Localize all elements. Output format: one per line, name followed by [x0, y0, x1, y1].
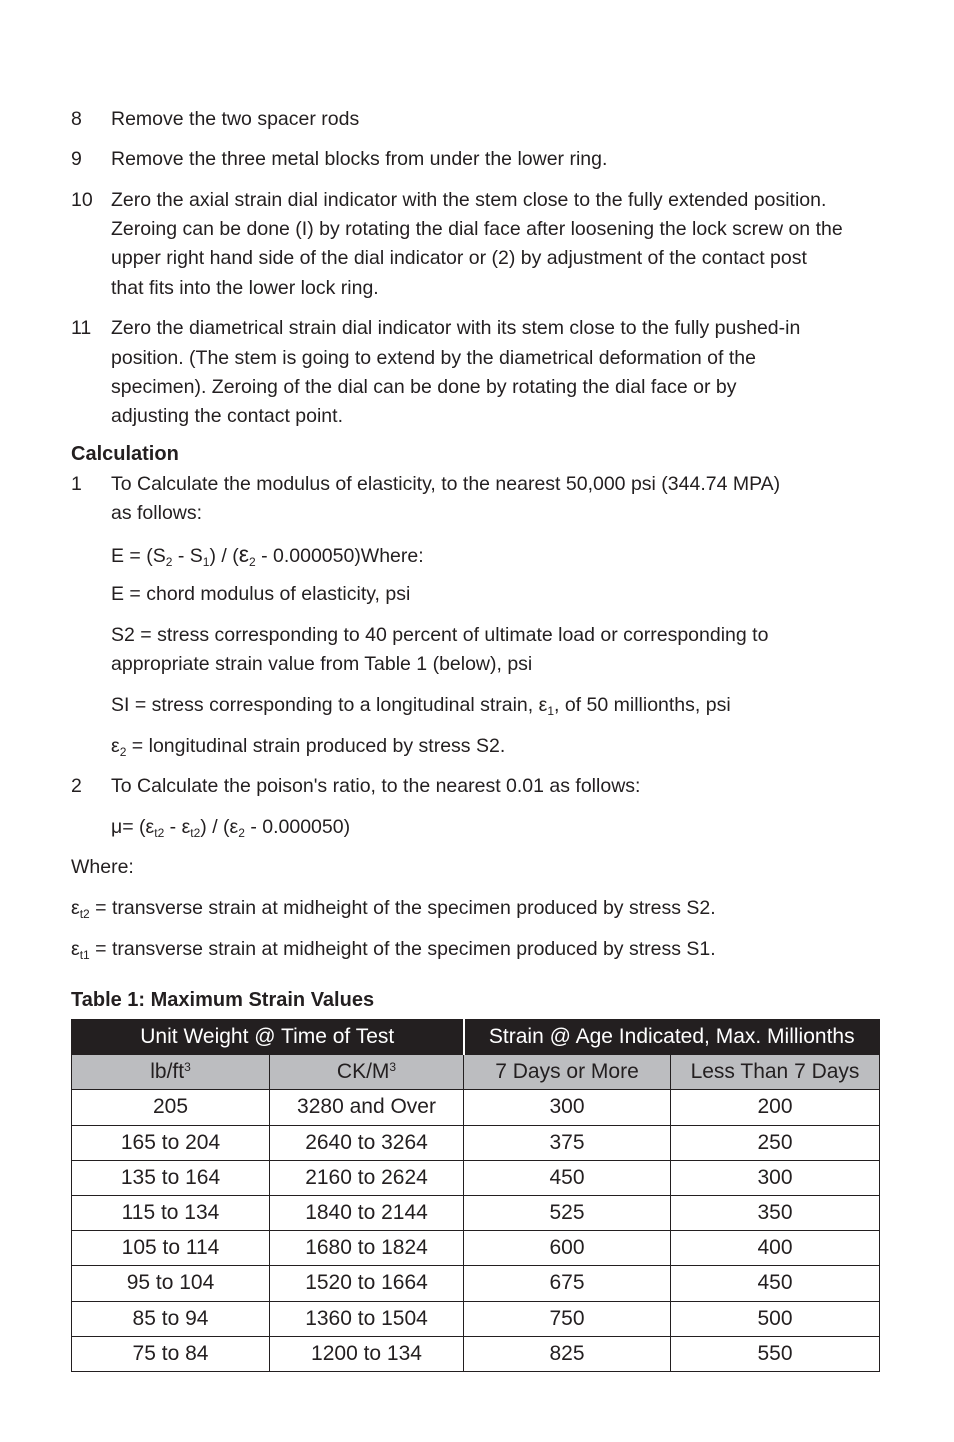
step-text: position. (The stem is going to extend by the diametrical deformation of the	[111, 347, 756, 369]
calc-item-text: To Calculate the modulus of elasticity, to the nearest 50,000 psi (344.74 MPA)	[111, 473, 781, 495]
table-cell: 750	[464, 1301, 671, 1336]
table-cell: 375	[464, 1125, 671, 1160]
step-text: Remove the two spacer rods	[111, 108, 360, 130]
table-cell: 525	[464, 1195, 671, 1230]
table-cell: 135 to 164	[72, 1160, 270, 1195]
table-group-header-row	[72, 1020, 880, 1055]
table-cell: 600	[464, 1231, 671, 1266]
table-cell: 1360 to 1504	[270, 1301, 464, 1336]
group-header-strain: Strain @ Age Indicated, Max. Millionths	[464, 1020, 880, 1055]
table-cell: 85 to 94	[72, 1301, 270, 1336]
table-row	[72, 1301, 880, 1336]
table-cell: 200	[671, 1090, 880, 1125]
calc-item-number: 1	[71, 473, 82, 495]
table-cell: 1680 to 1824	[270, 1231, 464, 1266]
poisson-formula: $\mu= (\varepsilon_{t2} - \varepsilon_{t2}) / (\varepsilon_2 - 0.000050)$	[111, 816, 351, 840]
table-row	[72, 1125, 880, 1160]
table-cell: 550	[671, 1336, 880, 1371]
table-cell: 400	[671, 1231, 880, 1266]
calc-item-text: To Calculate the poison's ratio, to the nearest 0.01 as follows:	[111, 775, 641, 797]
table-title: Table 1: Maximum Strain Values	[71, 989, 375, 1011]
step-text: adjusting the contact point.	[111, 405, 343, 427]
table-cell: 2640 to 3264	[270, 1125, 464, 1160]
table-cell: 205	[72, 1090, 270, 1125]
step-text: Remove the three metal blocks from under the lower ring.	[111, 148, 608, 170]
table-cell: 2160 to 2624	[270, 1160, 464, 1195]
table-sub-header-row	[72, 1055, 880, 1090]
table-row	[72, 1160, 880, 1195]
definition-s2: S2 = stress corresponding to 40 percent of ultimate load or corresponding to	[111, 624, 769, 646]
table-cell: 500	[671, 1301, 880, 1336]
step-text: specimen). Zeroing of the dial can be done by rotating the dial face or by	[111, 376, 737, 398]
step-text: that fits into the lower lock ring.	[111, 277, 379, 299]
column-header: 7 Days or More	[464, 1055, 671, 1090]
table-cell: 350	[671, 1195, 880, 1230]
calc-item-text: as follows:	[111, 502, 203, 524]
table-cell: 1520 to 1664	[270, 1266, 464, 1301]
step-text: Zero the axial strain dial indicator with the stem close to the fully extended position.	[111, 189, 827, 211]
table-cell: 105 to 114	[72, 1231, 270, 1266]
table-cell: 1840 to 2144	[270, 1195, 464, 1230]
where-label: Where:	[71, 856, 134, 878]
step-text: Zero the diametrical strain dial indicator with its stem close to the fully pushed-in	[111, 317, 801, 339]
definition-et2: $\varepsilon_{t2}$ = transverse strain at midheight of the specimen produced by stress S2.	[71, 897, 716, 921]
step-number: 9	[71, 148, 82, 170]
calc-item-number: 2	[71, 775, 82, 797]
group-header-unit-weight: Unit Weight @ Time of Test	[72, 1020, 464, 1055]
step-number: 8	[71, 108, 82, 130]
table-cell: 1200 to 134	[270, 1336, 464, 1371]
column-header: $lb/ft^3$	[72, 1055, 270, 1090]
table-row	[72, 1231, 880, 1266]
column-header: $CK/M^3$	[270, 1055, 464, 1090]
table-cell: 450	[464, 1160, 671, 1195]
table-cell: 75 to 84	[72, 1336, 270, 1371]
step-number: 10	[71, 189, 93, 211]
table-cell: 450	[671, 1266, 880, 1301]
column-header: Less Than 7 Days	[671, 1055, 880, 1090]
table-row	[72, 1266, 880, 1301]
table-cell: 675	[464, 1266, 671, 1301]
table-cell: 825	[464, 1336, 671, 1371]
table-cell: 165 to 204	[72, 1125, 270, 1160]
definition-s1: SI = stress corresponding to a longitudinal strain, $\varepsilon_1$, of 50 millionths, psi	[111, 694, 731, 718]
modulus-formula: $E = (S_2 - S_1) / (\varepsilon_2$ - 0.000050)Where:	[111, 541, 424, 569]
table-cell: 300	[464, 1090, 671, 1125]
step-text: Zeroing can be done (I) by rotating the dial face after loosening the lock screw on the	[111, 218, 843, 240]
section-heading: Calculation	[71, 443, 179, 465]
table-cell: 95 to 104	[72, 1266, 270, 1301]
definition-et1: $\varepsilon_{t1}$ = transverse strain at midheight of the specimen produced by stress S1.	[71, 938, 716, 962]
table-cell: 300	[671, 1160, 880, 1195]
definition-eps2: $\varepsilon_2$ = longitudinal strain produced by stress S2.	[111, 735, 506, 759]
table-cell: 115 to 134	[72, 1195, 270, 1230]
table-row	[72, 1090, 880, 1125]
strain-table	[71, 1019, 880, 1372]
step-number: 11	[71, 317, 92, 339]
definition-s2: appropriate strain value from Table 1 (below), psi	[111, 653, 533, 675]
step-text: upper right hand side of the dial indicator or (2) by adjustment of the contact post	[111, 247, 807, 269]
definition-e: E = chord modulus of elasticity, psi	[111, 583, 411, 605]
table-row	[72, 1336, 880, 1371]
table-row	[72, 1195, 880, 1230]
table-cell: 250	[671, 1125, 880, 1160]
table-cell: 3280 and Over	[270, 1090, 464, 1125]
